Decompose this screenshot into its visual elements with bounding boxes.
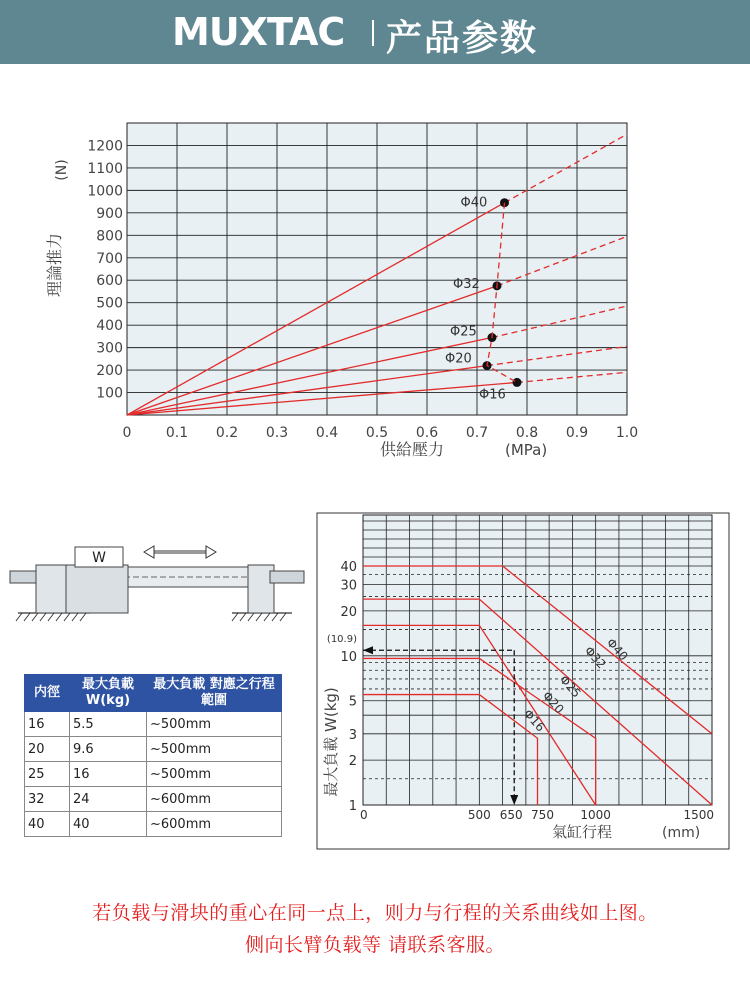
table-cell: 5.5 xyxy=(70,712,147,737)
x-axis-unit: (mm) xyxy=(662,825,701,841)
annotation-label: (10.9) xyxy=(326,634,357,646)
double-arrow-icon xyxy=(144,546,216,558)
y-tick-label: 1 xyxy=(348,799,357,814)
x-tick-label: 0.3 xyxy=(265,425,289,441)
base-line-left xyxy=(16,613,90,621)
series-label: Φ32 xyxy=(581,643,609,672)
y-tick-label: 1100 xyxy=(87,160,123,177)
series-label: Φ20 xyxy=(539,688,567,717)
table-header-max-load: 最大負載 W(kg) xyxy=(70,675,147,712)
series-label: Φ40 xyxy=(460,195,488,211)
table-row xyxy=(25,787,282,812)
x-tick-label: 0.6 xyxy=(415,425,439,441)
table-cell: ~500mm xyxy=(147,712,282,737)
table-cell: 16 xyxy=(25,712,70,737)
table-cell: 32 xyxy=(25,787,70,812)
slider-block xyxy=(66,565,128,613)
y-tick-label: 40 xyxy=(340,560,357,575)
table-header-stroke-range: 最大負載 對應之行程範圍 xyxy=(147,675,282,712)
table-cell: 24 xyxy=(70,787,147,812)
table-cell: ~600mm xyxy=(147,812,282,837)
table-row xyxy=(25,762,282,787)
x-tick-label: 650 xyxy=(499,808,523,822)
x-tick-label: 500 xyxy=(467,808,491,822)
series-label: Φ20 xyxy=(445,351,472,367)
table-cell: 9.6 xyxy=(70,737,147,762)
series-label: Φ32 xyxy=(453,276,480,292)
table-cell: 16 xyxy=(70,762,147,787)
x-tick-label: 0.5 xyxy=(365,425,389,441)
series-label: Φ40 xyxy=(603,635,631,664)
series-label: Φ16 xyxy=(520,706,548,735)
y-tick-label: 900 xyxy=(96,205,123,222)
table-cell: 40 xyxy=(25,812,70,837)
series-label: Φ16 xyxy=(479,387,506,403)
y-tick-label: 5 xyxy=(348,694,357,710)
x-tick-label: 0.1 xyxy=(165,425,189,441)
table-header-row xyxy=(25,675,282,712)
thrust-pressure-chart xyxy=(40,110,640,475)
x-tick-label: 1.0 xyxy=(615,425,639,441)
y-tick-label: 10 xyxy=(340,649,357,665)
brand-logo: MUXTAC xyxy=(172,10,345,54)
y-tick-label: 200 xyxy=(96,363,123,380)
x-tick-label: 0.9 xyxy=(565,425,589,441)
y-tick-label: 1000 xyxy=(87,183,123,200)
x-axis-unit: (MPa) xyxy=(505,441,548,459)
page-title: 产品参数 xyxy=(386,18,539,59)
x-tick-label: 1500 xyxy=(683,808,714,822)
load-table xyxy=(24,674,282,837)
x-tick-label: 750 xyxy=(531,808,554,822)
load-label: W xyxy=(92,550,106,566)
left-end-cap xyxy=(36,565,70,613)
x-tick-label: 0 xyxy=(122,425,132,441)
y-tick-label: 100 xyxy=(96,385,123,402)
y-axis-label: 理論推力 xyxy=(45,232,64,298)
x-tick-label: 0.2 xyxy=(215,425,239,441)
y-tick-label: 800 xyxy=(96,228,123,245)
y-axis-label: 最大負載 W(kg) xyxy=(322,687,340,797)
y-tick-label: 1200 xyxy=(87,138,123,155)
table-cell: 20 xyxy=(25,737,70,762)
table-header-bore: 内徑 xyxy=(25,675,70,712)
note-line-2: 侧向长臂负载等 请联系客服。 xyxy=(244,934,506,956)
table-cell: ~500mm xyxy=(147,762,282,787)
y-tick-label: 700 xyxy=(96,250,123,267)
header-banner xyxy=(0,0,750,64)
table-row xyxy=(25,812,282,837)
y-axis-unit: (N) xyxy=(54,159,70,181)
x-axis-label: 供給壓力 xyxy=(380,440,445,459)
table-cell: ~500mm xyxy=(147,737,282,762)
header-divider xyxy=(372,20,374,46)
y-tick-label: 300 xyxy=(96,340,123,357)
x-tick-label: 0 xyxy=(360,808,368,822)
table-cell: 25 xyxy=(25,762,70,787)
y-tick-label: 500 xyxy=(96,295,123,312)
table-cell: 40 xyxy=(70,812,147,837)
cylinder-diagram xyxy=(0,535,310,635)
series-marker xyxy=(513,378,522,387)
y-tick-label: 400 xyxy=(96,318,123,335)
x-tick-label: 0.7 xyxy=(465,425,489,441)
table-cell: ~600mm xyxy=(147,787,282,812)
x-tick-label: 0.8 xyxy=(515,425,539,441)
y-tick-label: 30 xyxy=(340,578,357,594)
x-tick-label: 1000 xyxy=(580,808,611,822)
x-tick-label: 0.4 xyxy=(315,425,339,441)
load-stroke-chart xyxy=(316,512,730,850)
y-tick-label: 20 xyxy=(340,604,357,620)
table-row xyxy=(25,712,282,737)
note-line-1: 若负载与滑块的重心在同一点上，则力与行程的关系曲线如上图。 xyxy=(92,902,658,924)
series-label: Φ25 xyxy=(450,324,477,340)
y-tick-label: 3 xyxy=(348,727,357,743)
table-row xyxy=(25,737,282,762)
series-label: Φ25 xyxy=(556,672,584,701)
y-tick-label: 600 xyxy=(96,273,123,290)
base-line-right xyxy=(232,613,292,621)
y-tick-label: 2 xyxy=(348,754,357,770)
right-bolt xyxy=(270,571,304,583)
x-axis-label: 氣缸行程 xyxy=(552,823,613,841)
